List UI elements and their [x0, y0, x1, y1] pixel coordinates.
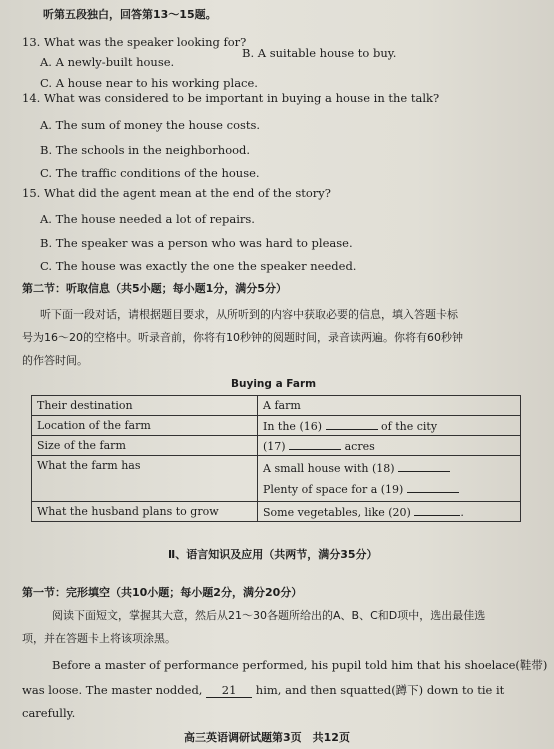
page-footer: 高三英语调研试题第3页 共12页 — [184, 731, 350, 744]
table-row — [32, 416, 521, 436]
row-label-location: Location of the farm — [32, 416, 258, 436]
blank-17-suffix: acres — [344, 439, 375, 453]
answer-blank-17[interactable] — [289, 439, 341, 450]
table-row — [32, 436, 521, 456]
passage-line1: Before a master of performance performed, his pupil told him that his shoelace(鞋带) — [52, 658, 548, 672]
row-label-size: Size of the farm — [32, 436, 258, 456]
passage-line2-end: him, and then squatted(蹲下) down to tie it — [255, 683, 505, 697]
row-label-farm-has: What the farm has — [32, 456, 258, 502]
blank-20-suffix: . — [460, 505, 464, 519]
cloze-instruction-line2: 项，并在答题卡上将该项涂黑。 — [22, 632, 176, 645]
cloze-blank-21[interactable]: 21 — [206, 683, 252, 698]
row-label-destination: Their destination — [32, 396, 258, 416]
blank-17-prefix: (17) — [263, 439, 286, 453]
question-14-option-b: B. The schools in the neighborhood. — [40, 143, 251, 157]
answer-blank-20[interactable] — [414, 505, 460, 516]
question-13-option-b: B. A suitable house to buy. — [242, 46, 397, 60]
question-13-option-a: A. A newly-built house. — [40, 55, 175, 69]
part2-instruction-line3: 的作答时间。 — [22, 354, 88, 367]
table-row — [32, 396, 521, 416]
buying-a-farm-table — [31, 395, 521, 522]
question-15: 15. What did the agent mean at the end of the story? — [22, 186, 331, 200]
question-14: 14. What was considered to be important in buying a house in the talk? — [22, 91, 440, 105]
answer-blank-18[interactable] — [398, 461, 450, 472]
row-value-husband-plans — [258, 502, 521, 522]
table-row — [32, 456, 521, 502]
row-value-farm-has — [258, 456, 521, 502]
question-15-option-a: A. The house needed a lot of repairs. — [40, 212, 255, 226]
table-row — [32, 502, 521, 522]
passage-line3: carefully. — [22, 706, 76, 720]
question-15-option-b: B. The speaker was a person who was hard to please. — [40, 236, 353, 250]
row-value-destination: A farm — [258, 396, 521, 416]
blank-20-prefix: Some vegetables, like (20) — [263, 505, 411, 519]
answer-blank-16[interactable] — [326, 419, 378, 430]
cloze-heading: 第一节：完形填空（共10小题；每小题2分，满分20分） — [22, 586, 303, 599]
question-13-option-c: C. A house near to his working place. — [40, 76, 258, 90]
part2-heading: 第二节：听取信息（共5小题；每小题1分，满分5分） — [22, 282, 287, 295]
answer-blank-19[interactable] — [407, 482, 459, 493]
blank-19-prefix: Plenty of space for a (19) — [263, 483, 404, 496]
part2-instruction-line1: 听下面一段对话，请根据题目要求，从所听到的内容中获取必要的信息，填入答题卡标 — [40, 308, 458, 321]
blank-16-suffix: of the city — [381, 419, 438, 433]
question-14-option-c: C. The traffic conditions of the house. — [40, 166, 260, 180]
table-title: Buying a Farm — [231, 378, 317, 390]
row-value-size — [258, 436, 521, 456]
question-14-option-a: A. The sum of money the house costs. — [40, 118, 261, 132]
blank-18-prefix: A small house with (18) — [263, 462, 395, 475]
part2-instruction-line2: 号为16～20的空格中。听录音前，你将有10秒钟的阅题时间，录音读两遍。你将有60秒钟 — [22, 331, 463, 344]
passage-line2 — [22, 683, 504, 698]
row-value-location — [258, 416, 521, 436]
farm-has-line-19 — [263, 479, 515, 500]
farm-has-line-18 — [263, 458, 515, 479]
question-15-option-c: C. The house was exactly the one the speaker needed. — [40, 259, 357, 273]
cloze-instruction-line1: 阅读下面短文，掌握其大意，然后从21～30各题所给出的A、B、C和D项中，选出最佳选 — [52, 609, 486, 622]
question-13: 13. What was the speaker looking for? — [22, 35, 247, 49]
section2-heading: Ⅱ、语言知识及应用（共两节，满分35分） — [168, 548, 378, 561]
passage-line2-start: was loose. The master nodded, — [22, 683, 203, 697]
blank-16-prefix: In the (16) — [263, 419, 323, 433]
section-heading-monologue-5: 听第五段独白，回答第13～15题。 — [43, 8, 217, 21]
row-label-husband-plans: What the husband plans to grow — [32, 502, 258, 522]
